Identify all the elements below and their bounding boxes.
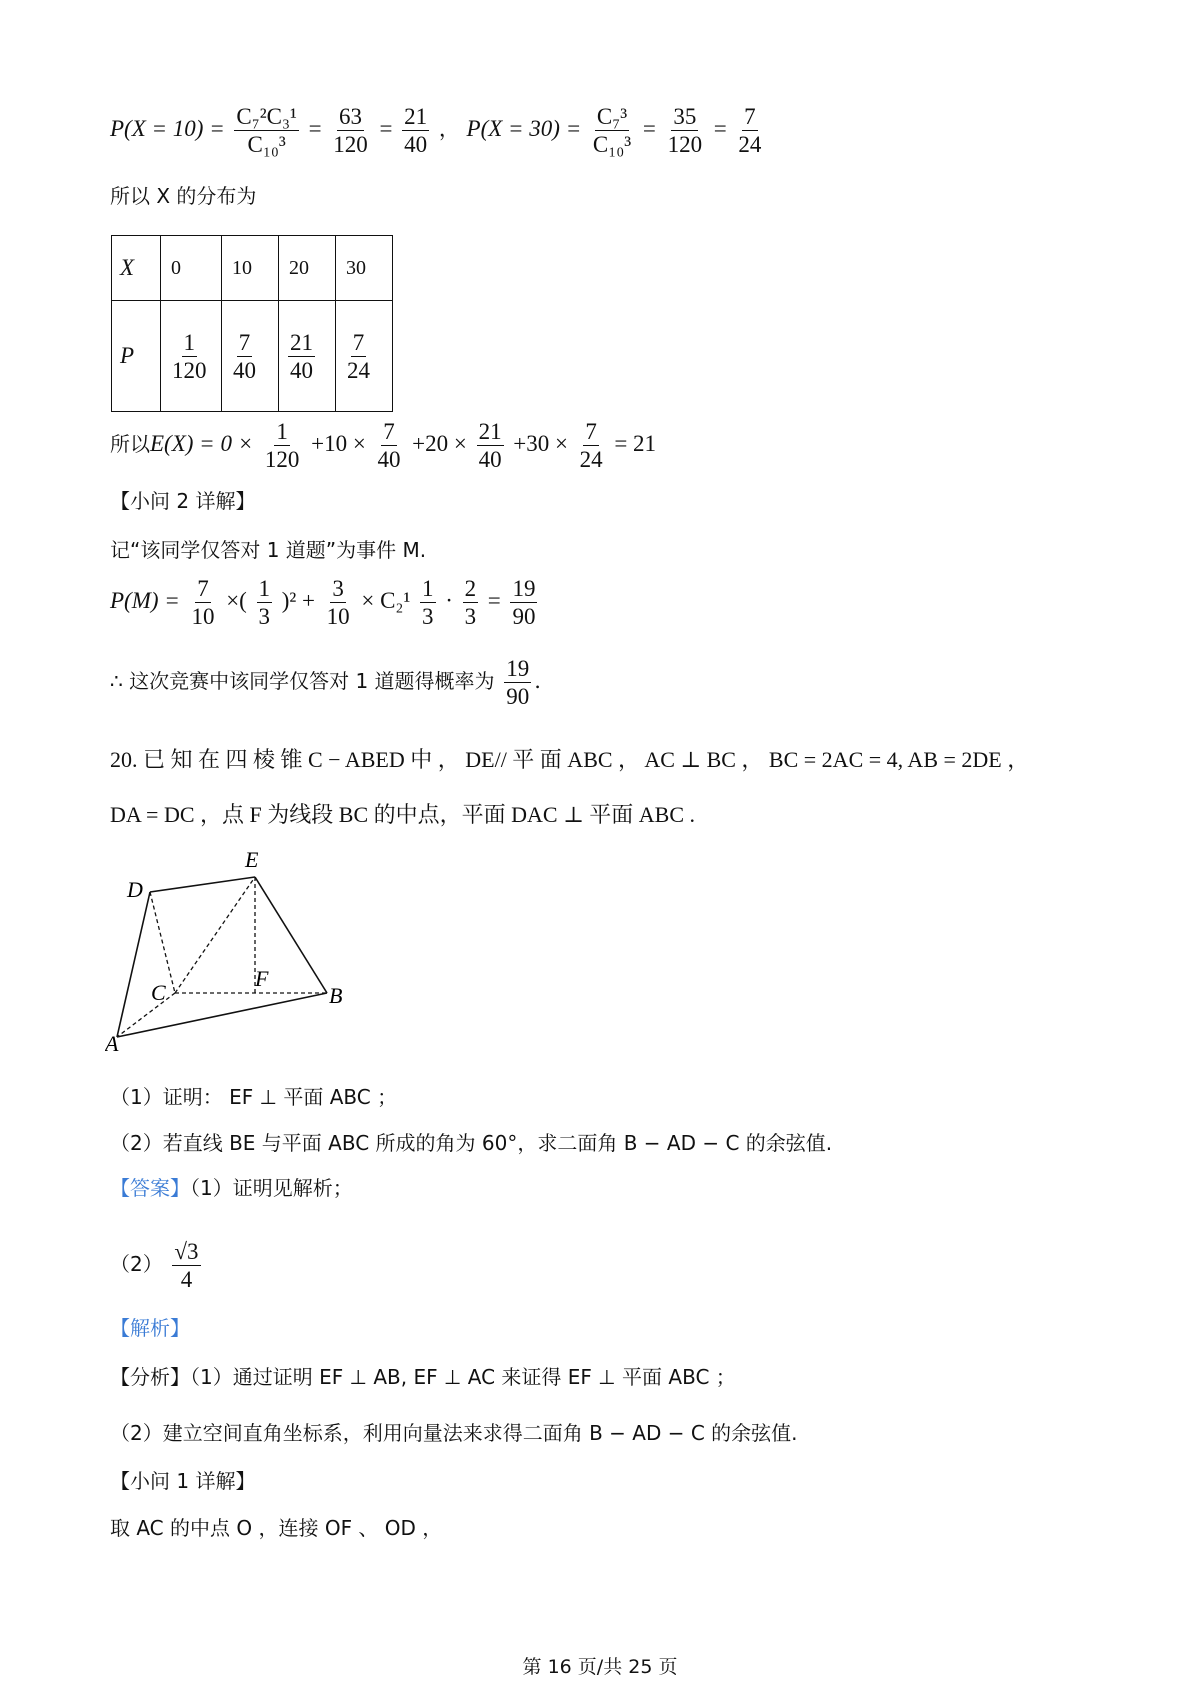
- edge-ba: [117, 993, 327, 1037]
- last-line: 取 AC 的中点 O ，连接 OF 、 OD ，: [110, 1516, 443, 1540]
- label-e: E: [245, 847, 259, 872]
- answer-part-2: （2） $\frac{√3}{4}$: [110, 1239, 199, 1292]
- table-cell: 20: [279, 236, 336, 301]
- fraction: $\frac{35}{120}$: [667, 104, 703, 157]
- px10-label: P(X = 10) =: [110, 116, 225, 141]
- pyramid-figure: [105, 845, 365, 1065]
- label-f: F: [255, 966, 269, 991]
- label-a: A: [105, 1031, 119, 1056]
- expectation-line: 所以E(X) = 0 × $\frac{1}{120}$ +10 × $\frac{7}{40}$ +20 × $\frac{21}{40}$ +30 × $\frac{7}{24}$ = 21: [110, 419, 657, 472]
- edge-ce: [175, 877, 255, 993]
- table-cell: 0: [161, 236, 222, 301]
- fraction: $\frac{\text{C₇²C₃¹}}{\text{C₁₀³}}$: [236, 104, 297, 157]
- answer-tag: 【答案】: [110, 1176, 190, 1200]
- distribution-intro: 所以 X 的分布为: [110, 184, 257, 208]
- sub-question-1: （1）证明： EF ⊥ 平面 ABC ；: [110, 1085, 398, 1109]
- table-cell: $\frac{7}{40}$: [222, 301, 279, 412]
- table-cell: $\frac{21}{40}$: [279, 301, 336, 412]
- fenxi-line-2: （2）建立空间直角坐标系，利用向量法来求得二面角 B − AD − C 的余弦值.: [110, 1421, 798, 1445]
- sub-question-2: （2）若直线 BE 与平面 ABC 所成的角为 60°，求二面角 B − AD − C 的余弦值.: [110, 1131, 833, 1155]
- fraction: $\frac{63}{120}$: [333, 104, 368, 157]
- page-footer: 第 16 页/共 25 页: [522, 1656, 678, 1678]
- problem-20-line-2: DA = DC ，点 F 为线段 BC 的中点，平面 DAC ⊥ 平面 ABC .: [110, 802, 695, 827]
- section-header-1: 【小问 1 详解】: [110, 1469, 256, 1493]
- fraction: $\frac{7}{24}$: [738, 104, 762, 157]
- table-cell: $\frac{7}{24}$: [336, 301, 393, 412]
- fenxi-line: 【分析】（1）通过证明 EF ⊥ AB, EF ⊥ AC 来证得 EF ⊥ 平面 ABC ；: [110, 1365, 736, 1389]
- distribution-table: [111, 235, 393, 412]
- pm-line: P(M) = $\frac{7}{10}$ ×( $\frac{1}{3}$ )² + $\frac{3}{10}$ × C₂¹ $\frac{1}{3}$ · $\frac{2}{3}$ = $\frac{19}{90}$: [110, 576, 536, 629]
- answer-line: 【答案】（1）证明见解析；: [110, 1176, 353, 1200]
- fraction: $\frac{\text{C₇³}}{\text{C₁₀³}}$: [592, 104, 632, 157]
- px30-label: P(X = 30) =: [466, 116, 582, 141]
- label-b: B: [329, 983, 343, 1008]
- event-definition: 记“该同学仅答对 1 道题”为事件 M.: [110, 538, 427, 562]
- section-header: 【小问 2 详解】: [110, 489, 256, 513]
- fraction: $\frac{21}{40}$: [404, 104, 428, 157]
- label-d: D: [127, 877, 143, 902]
- table-header-p: P: [112, 301, 161, 412]
- table-cell: $\frac{1}{120}$: [161, 301, 222, 412]
- edge-dc: [150, 892, 175, 993]
- table-cell: 10: [222, 236, 279, 301]
- edge-de: [150, 877, 255, 892]
- problem-20-line-1: 20. 已 知 在 四 棱 锥 C − ABED 中 ， DE// 平 面 ABC ， AC ⊥ BC ， BC = 2AC = 4, AB = 2DE ，: [110, 747, 1030, 772]
- table-cell: 30: [336, 236, 393, 301]
- conclusion-line: ∴ 这次竞赛中该同学仅答对 1 道题得概率为 $\frac{19}{90}$ .: [110, 656, 541, 709]
- table-header-x: X: [112, 236, 161, 301]
- probability-line: P(X = 10) = $\frac{\text{C₇²C₃¹}}{\text{C₁₀³}}$ = $\frac{63}{120}$ = $\frac{21}{40}$ ， P(X = 30) = $\frac{\text{C₇³}}{\text{C₁₀³}}$ = $\frac{35}{120}$ = $\frac{7}{24}$: [110, 104, 762, 157]
- analysis-tag: 【解析】: [110, 1316, 190, 1340]
- label-c: C: [151, 980, 166, 1005]
